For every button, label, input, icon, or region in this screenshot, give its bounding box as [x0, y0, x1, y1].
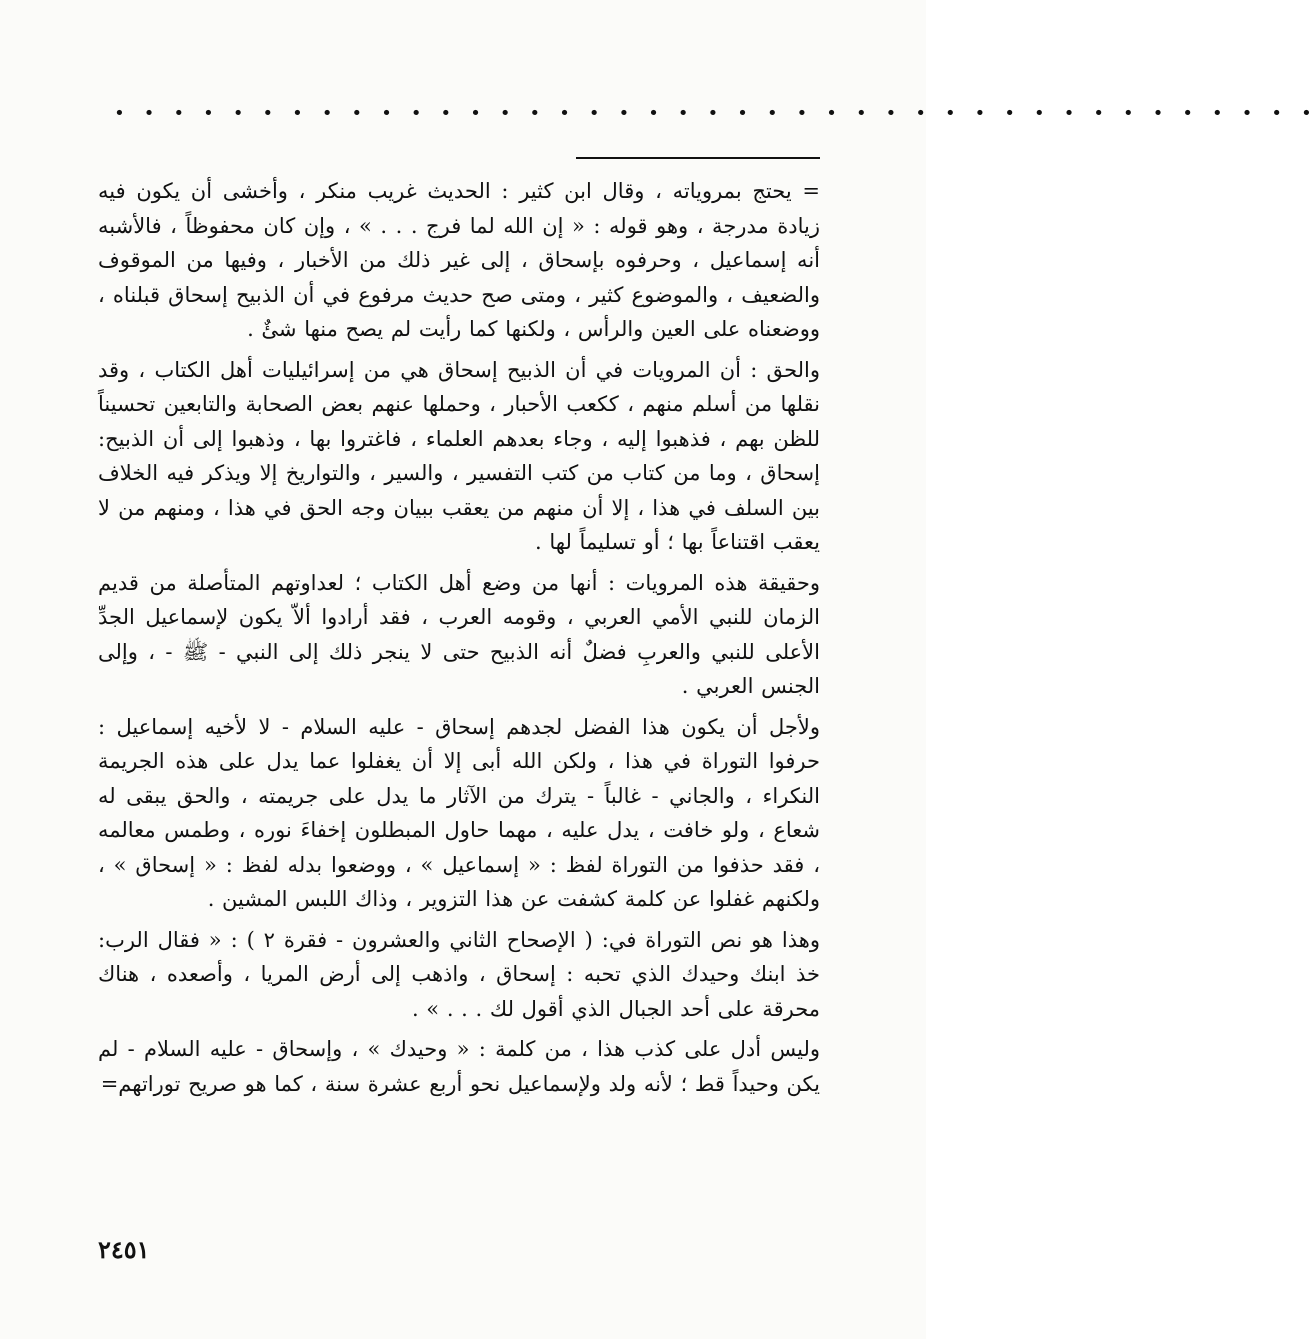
- paragraph-3: وحقيقة هذه المرويات : أنها من وضع أهل الكتاب ؛ لعداوتهم المتأصلة من قديم الزمان للنبي الأمي العربي ، وقومه العرب ، فقد أرادوا ألاّ يكون لإسماعيل الجدِّ الأعلى للنبي والعربِ فضلٌ أنه الذبيح حتى لا ينجر ذلك إلى النبي - ﷺ - ، وإلى الجنس العربي .: [98, 570, 820, 698]
- page-number: ٢٤٥١: [98, 1235, 150, 1264]
- footnote-separator-line: [576, 157, 820, 159]
- paragraph-6: وليس أدل على كذب هذا ، من كلمة : « وحيدك » ، وإسحاق - عليه السلام - لم يكن وحيداً قط ؛ لأنه ولد ولإسماعيل نحو أربع عشرة سنة ، كما هو صريح توراتهم=: [98, 1037, 820, 1096]
- body-text: [98, 174, 820, 1101]
- paragraph-1: = يحتج بمروياته ، وقال ابن كثير : الحديث غريب منكر ، وأخشى أن يكون فيه زيادة مدرجة ، وهو قوله : « إن الله لما فرج . . . » ، وإن كان محفوظاً ، فالأشبه أنه إسماعيل ، وحرفوه بإسحاق ، إلى غير ذلك من الأخبار ، وفيها من الموقوف والضعيف ، والموضوع كثير ، ومتى صح حديث مرفوع في أن الذبيح إسحاق قبلناه ، ووضعناه على العين والرأس ، ولكنها كما رأيت لم يصح منها شئٌ .: [98, 179, 820, 341]
- decorative-dotted-line: • • • • • • • • • • • • • • • • • • • • • • • • • • • • • • • • • • • • • • • • •: [114, 103, 1316, 124]
- paragraph-5: وهذا هو نص التوراة في: ( الإصحاح الثاني والعشرون - فقرة ٢ ) : « فقال الرب: خذ ابنك وحيدك الذي تحبه : إسحاق ، واذهب إلى أرض المريا ، وأصعده ، هناك محرقة على أحد الجبال الذي أقول لك . . . » .: [98, 927, 820, 1021]
- paragraph-4: ولأجل أن يكون هذا الفضل لجدهم إسحاق - عليه السلام - لا لأخيه إسماعيل : حرفوا التوراة في هذا ، ولكن الله أبى إلا أن يغفلوا عما يدل على هذه الجريمة النكراء ، والجاني - غالباً - يترك من الآثار ما يدل على جريمته ، والحق يبقى له شعاع ، ولو خافت ، يدل عليه ، مهما حاول المبطلون إخفاءَ نوره ، وطمس معالمه ، فقد حذفوا من التوراة لفظ : « إسماعيل » ، ووضعوا بدله لفظ : « إسحاق » ، ولكنهم غفلوا عن كلمة كشفت عن هذا التزوير ، وذاك اللبس المشين .: [98, 714, 820, 911]
- paragraph-2: والحق : أن المرويات في أن الذبيح إسحاق هي من إسرائيليات أهل الكتاب ، وقد نقلها من أسلم منهم ، ككعب الأحبار ، وحملها عنهم بعض الصحابة والتابعين تحسيناً للظن بهم ، فذهبوا إليه ، وجاء بعدهم العلماء ، فاغتروا بها ، وذهبوا إلى أن الذبيح: إسحاق ، وما من كتاب من كتب التفسير ، والسير ، والتواريخ إلا ويذكر فيه الخلاف بين السلف في هذا ، إلا أن منهم من يعقب ببيان وجه الحق في هذا ، ومنهم من لا يعقب اقتناعاً بها ؛ أو تسليماً لها .: [98, 357, 820, 554]
